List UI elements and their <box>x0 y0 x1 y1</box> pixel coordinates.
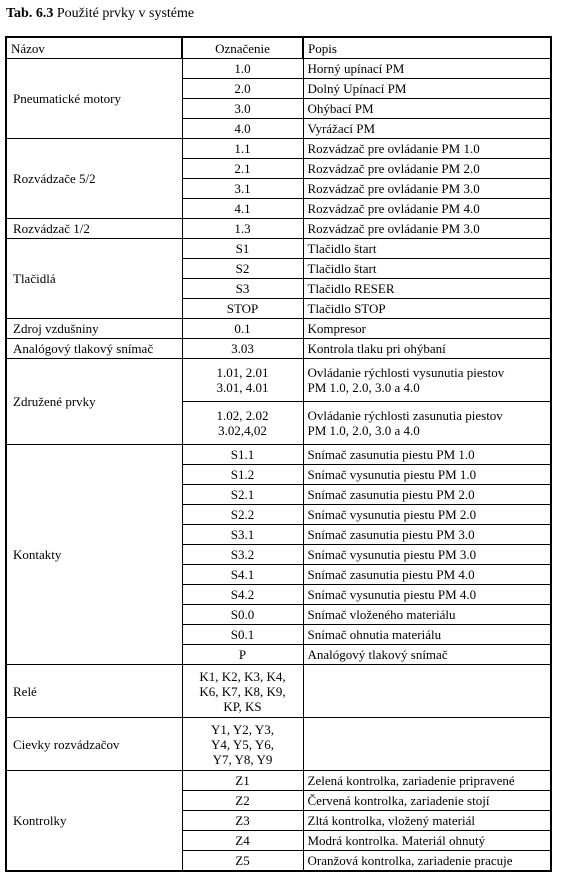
desc-cell: Kontrola tlaku pri ohýbaní <box>303 339 551 359</box>
mark-cell: S1.1 <box>182 445 303 465</box>
mark-cell-line: K6, K7, K8, K9, <box>199 683 286 699</box>
mark-cell: S1.2 <box>182 465 303 485</box>
mark-cell: S2.1 <box>182 485 303 505</box>
desc-cell: Modrá kontrolka. Materiál ohnutý <box>303 831 551 851</box>
mark-cell: 3.03 <box>182 339 303 359</box>
desc-cell: Ohýbací PM <box>303 99 551 119</box>
table-row <box>6 219 551 239</box>
mark-cell: S1 <box>182 239 303 259</box>
desc-cell: Analógový tlakový snímač <box>303 645 551 665</box>
mark-cell-line: K1, K2, K3, K4, <box>199 668 286 684</box>
mark-cell: S0.1 <box>182 625 303 645</box>
mark-cell: S2.2 <box>182 505 303 525</box>
mark-cell: S4.1 <box>182 565 303 585</box>
table-row <box>6 665 551 718</box>
table-row <box>6 239 551 259</box>
desc-cell: Vyrážací PM <box>303 119 551 139</box>
mark-cell: S4.2 <box>182 585 303 605</box>
desc-cell: Dolný Upínací PM <box>303 79 551 99</box>
mark-cell-line: Y4, Y5, Y6, <box>211 736 274 752</box>
desc-cell: Tlačidlo STOP <box>303 299 551 319</box>
group-name-cell: Analógový tlakový snímač <box>6 339 182 359</box>
mark-cell-line: Y7, Y8, Y9 <box>212 751 273 767</box>
mark-cell <box>182 718 303 771</box>
desc-cell <box>303 665 551 718</box>
mark-cell-line: KP, KS <box>223 698 262 714</box>
mark-cell: Z2 <box>182 791 303 811</box>
desc-cell: Rozvádzač pre ovládanie PM 3.0 <box>303 219 551 239</box>
desc-cell <box>303 718 551 771</box>
desc-cell: Zelená kontrolka, zariadenie pripravené <box>303 771 551 791</box>
mark-cell: 1.1 <box>182 139 303 159</box>
desc-cell: Kompresor <box>303 319 551 339</box>
header-desc: Popis <box>303 37 551 59</box>
mark-cell: Z4 <box>182 831 303 851</box>
desc-cell: Snímač vysunutia piestu PM 2.0 <box>303 505 551 525</box>
header-row <box>6 37 551 59</box>
caption-text: Použité prvky v systéme <box>56 6 195 21</box>
group-name-cell: Rozvádzače 5/2 <box>6 139 182 219</box>
table-caption <box>6 6 194 22</box>
mark-cell <box>182 665 303 718</box>
desc-cell <box>303 359 551 402</box>
desc-cell: Snímač zasunutia piestu PM 2.0 <box>303 485 551 505</box>
desc-cell-line: Ovládanie rýchlosti zasunutia piestov <box>307 408 503 423</box>
desc-cell: Snímač zasunutia piestu PM 4.0 <box>303 565 551 585</box>
group-name-cell: Združené prvky <box>6 359 182 445</box>
mark-cell: 4.0 <box>182 119 303 139</box>
mark-cell <box>182 359 303 402</box>
table-row <box>6 139 551 159</box>
desc-cell: Rozvádzač pre ovládanie PM 2.0 <box>303 159 551 179</box>
desc-cell: Zltá kontrolka, vložený materiál <box>303 811 551 831</box>
desc-cell-line: PM 1.0, 2.0, 3.0 a 4.0 <box>307 380 420 395</box>
table-row <box>6 771 551 791</box>
desc-cell: Snímač vysunutia piestu PM 1.0 <box>303 465 551 485</box>
desc-cell: Snímač vysunutia piestu PM 4.0 <box>303 585 551 605</box>
group-name-cell: Zdroj vzdušniny <box>6 319 182 339</box>
desc-cell: Oranžová kontrolka, zariadenie pracuje <box>303 851 551 872</box>
mark-cell: S3.2 <box>182 545 303 565</box>
caption-label: Tab. 6.3 <box>6 6 54 21</box>
mark-cell-line: 3.02,4,02 <box>218 423 267 438</box>
mark-cell: Z1 <box>182 771 303 791</box>
desc-cell: Snímač zasunutia piestu PM 3.0 <box>303 525 551 545</box>
desc-cell: Snímač vysunutia piestu PM 3.0 <box>303 545 551 565</box>
components-table <box>5 36 552 872</box>
mark-cell: 1.0 <box>182 59 303 79</box>
table-row <box>6 445 551 465</box>
desc-cell: Rozvádzač pre ovládanie PM 3.0 <box>303 179 551 199</box>
desc-cell: Snímač ohnutia materiálu <box>303 625 551 645</box>
desc-cell: Tlačidlo štart <box>303 239 551 259</box>
mark-cell-line: 1.02, 2.02 <box>216 408 269 423</box>
desc-cell-line: Ovládanie rýchlosti vysunutia piestov <box>307 365 505 380</box>
desc-cell: Tlačidlo RESER <box>303 279 551 299</box>
mark-cell: Z3 <box>182 811 303 831</box>
table-row <box>6 359 551 402</box>
table-row <box>6 339 551 359</box>
group-name-cell: Kontakty <box>6 445 182 665</box>
table-body <box>6 59 551 872</box>
table-row <box>6 59 551 79</box>
mark-cell: S0.0 <box>182 605 303 625</box>
mark-cell-line: 1.01, 2.01 <box>216 365 269 380</box>
mark-cell: 2.1 <box>182 159 303 179</box>
group-name-cell: Pneumatické motory <box>6 59 182 139</box>
table-row <box>6 319 551 339</box>
mark-cell: 4.1 <box>182 199 303 219</box>
mark-cell: 3.1 <box>182 179 303 199</box>
mark-cell-line: 3.01, 4.01 <box>216 380 269 395</box>
mark-cell <box>182 402 303 445</box>
group-name-cell: Tlačidlá <box>6 239 182 319</box>
desc-cell: Horný upínací PM <box>303 59 551 79</box>
mark-cell-line: Y1, Y2, Y3, <box>211 721 274 737</box>
mark-cell: Z5 <box>182 851 303 872</box>
group-name-cell: Cievky rozvádzačov <box>6 718 182 771</box>
group-name-cell: Rozvádzač 1/2 <box>6 219 182 239</box>
mark-cell: S3 <box>182 279 303 299</box>
header-mark: Označenie <box>182 37 303 59</box>
mark-cell: S2 <box>182 259 303 279</box>
mark-cell: P <box>182 645 303 665</box>
group-name-cell: Relé <box>6 665 182 718</box>
desc-cell: Snímač zasunutia piestu PM 1.0 <box>303 445 551 465</box>
desc-cell: Rozvádzač pre ovládanie PM 4.0 <box>303 199 551 219</box>
group-name-cell: Kontrolky <box>6 771 182 872</box>
mark-cell: 0.1 <box>182 319 303 339</box>
desc-cell: Tlačidlo štart <box>303 259 551 279</box>
desc-cell: Rozvádzač pre ovládanie PM 1.0 <box>303 139 551 159</box>
desc-cell: Snímač vloženého materiálu <box>303 605 551 625</box>
header-name: Názov <box>6 37 182 59</box>
desc-cell <box>303 402 551 445</box>
table-row <box>6 718 551 771</box>
mark-cell: 3.0 <box>182 99 303 119</box>
mark-cell: 1.3 <box>182 219 303 239</box>
mark-cell: S3.1 <box>182 525 303 545</box>
desc-cell: Červená kontrolka, zariadenie stojí <box>303 791 551 811</box>
desc-cell-line: PM 1.0, 2.0, 3.0 a 4.0 <box>307 423 420 438</box>
mark-cell: STOP <box>182 299 303 319</box>
mark-cell: 2.0 <box>182 79 303 99</box>
